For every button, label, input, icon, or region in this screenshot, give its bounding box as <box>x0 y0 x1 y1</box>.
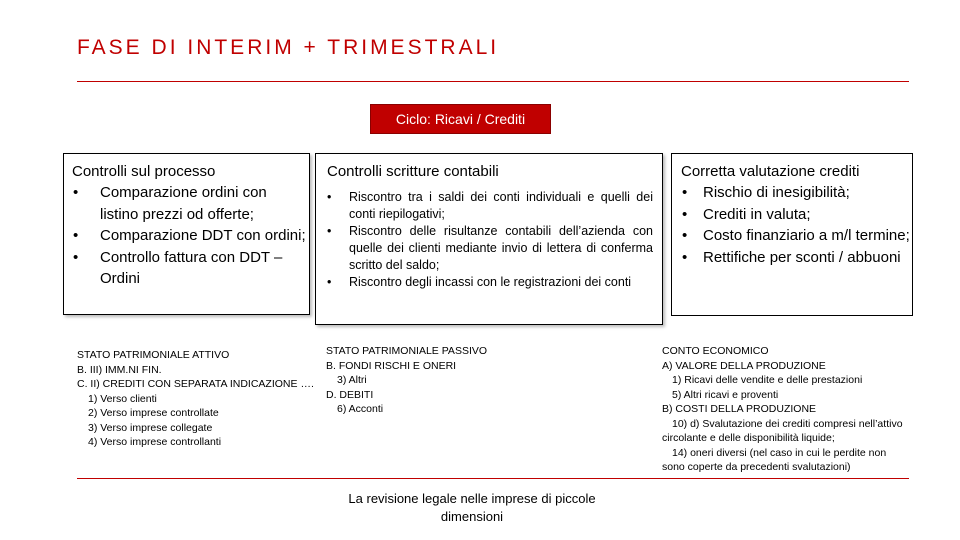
list-item: • Costo finanziario a m/l termine; <box>681 225 912 247</box>
assets-line: 3) Verso imprese collegate <box>88 421 213 434</box>
assets-line: 2) Verso imprese controllate <box>88 407 219 419</box>
income-line: B) COSTI DELLA PRODUZIONE <box>662 403 817 415</box>
footer-divider <box>77 478 909 479</box>
list-item: • Comparazione DDT con ordini; <box>72 225 309 247</box>
process-controls-box <box>63 153 310 315</box>
list-item: • Controllo fattura con DDT – Ordini <box>72 247 309 290</box>
income-line: sono coperte da precedenti svalutazioni) <box>662 461 851 473</box>
income-line: 14) oneri diversi (nel caso in cui le perdite non <box>672 446 887 459</box>
assets-line: C. II) CREDITI CON SEPARATA INDICAZIONE …. <box>77 378 314 390</box>
process-controls-list <box>72 182 309 290</box>
list-item: • Riscontro tra i saldi dei conti individuali e quelli dei conti riepilogativi; <box>327 189 653 223</box>
income-line: A) VALORE DELLA PRODUZIONE <box>662 359 826 372</box>
title-divider <box>77 81 909 82</box>
list-item: • Rettifiche per sconti / abbuoni <box>681 247 912 269</box>
page-title: FASE DI INTERIM + TRIMESTRALI <box>77 36 500 59</box>
credit-valuation-heading: Corretta valutazione crediti <box>681 163 860 180</box>
accounting-controls-heading: Controlli scritture contabili <box>327 163 499 180</box>
accounting-controls-list <box>327 189 662 291</box>
accounting-controls-box <box>315 153 663 325</box>
footer-text <box>314 490 630 526</box>
assets-line: B. III) IMM.NI FIN. <box>77 363 162 376</box>
balance-sheet-liabilities <box>326 344 487 417</box>
income-line: 1) Ricavi delle vendite e delle prestazioni <box>672 374 863 386</box>
income-line: 5) Altri ricavi e proventi <box>672 388 779 401</box>
assets-heading: STATO PATRIMONIALE ATTIVO <box>77 349 230 361</box>
footer-line: dimensioni <box>440 509 504 524</box>
liabilities-heading: STATO PATRIMONIALE PASSIVO <box>326 345 488 357</box>
credit-valuation-list <box>681 182 912 268</box>
list-item: • Rischio di inesigibilità; <box>681 182 912 204</box>
list-item: • Comparazione ordini con listino prezzi od offerte; <box>72 182 309 225</box>
list-item: • Crediti in valuta; <box>681 204 912 226</box>
liabilities-line: B. FONDI RISCHI E ONERI <box>326 359 457 372</box>
credit-valuation-box <box>671 153 913 316</box>
cycle-label: Ciclo: Ricavi / Crediti <box>370 104 551 134</box>
income-heading: CONTO ECONOMICO <box>662 345 769 357</box>
process-controls-heading: Controlli sul processo <box>72 163 216 180</box>
liabilities-line: D. DEBITI <box>326 388 374 401</box>
balance-sheet-assets <box>77 348 314 450</box>
liabilities-line: 6) Acconti <box>337 403 384 415</box>
list-item: • Riscontro degli incassi con le registrazioni dei conti <box>327 274 653 291</box>
liabilities-line: 3) Altri <box>337 374 367 386</box>
assets-line: 1) Verso clienti <box>88 392 157 405</box>
income-statement <box>662 344 903 475</box>
income-line: circolante e delle disponibilità liquide; <box>662 432 835 444</box>
assets-line: 4) Verso imprese controllanti <box>88 436 222 448</box>
list-item: • Riscontro delle risultanze contabili dell’azienda con quelle dei clienti mediante invio di lettera di conferma scritto del saldo; <box>327 223 653 274</box>
footer-line: La revisione legale nelle imprese di piccole <box>348 491 596 506</box>
income-line: 10) d) Svalutazione dei crediti compresi nell’attivo <box>672 417 903 430</box>
